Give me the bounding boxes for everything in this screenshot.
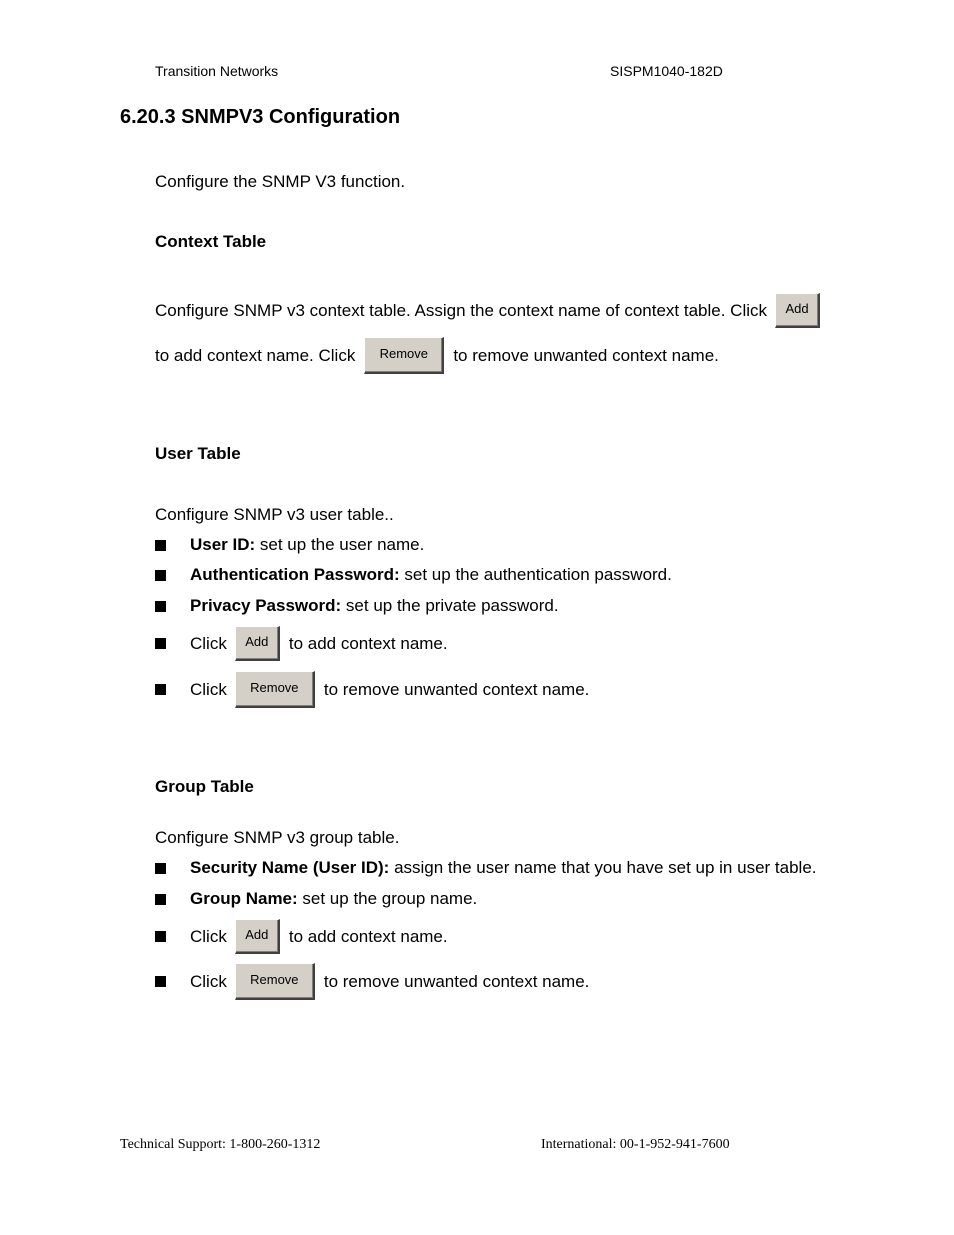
- click-label: Click: [190, 971, 227, 991]
- list-item: [190, 963, 589, 1000]
- group-add-button[interactable]: Add: [235, 919, 280, 954]
- group-table-title: Group Table: [155, 777, 254, 796]
- list-item-term: Group Name:: [190, 889, 298, 908]
- footer-right: International: 00-1-952-941-7600: [541, 1137, 730, 1152]
- list-item-desc: set up the authentication password.: [399, 565, 672, 584]
- bullet-icon: [155, 570, 166, 581]
- list-item-desc: set up the private password.: [341, 596, 559, 615]
- list-item: [190, 919, 448, 954]
- group-add-desc: to add context name.: [288, 926, 448, 946]
- click-label: Click: [190, 679, 227, 699]
- list-item-desc: set up the user name.: [255, 535, 425, 554]
- context-table-title: Context Table: [155, 232, 267, 251]
- footer-left: Technical Support: 1-800-260-1312: [120, 1137, 321, 1152]
- user-add-desc: to add context name.: [288, 633, 448, 653]
- user-remove-button[interactable]: Remove: [235, 671, 315, 708]
- click-label: Click: [190, 633, 227, 653]
- list-item: [190, 565, 672, 585]
- context-table-line-1: [155, 293, 820, 328]
- context-remove-button[interactable]: Remove: [364, 337, 444, 374]
- bullet-icon: [155, 863, 166, 874]
- click-label: Click: [190, 926, 227, 946]
- bullet-icon: [155, 684, 166, 695]
- group-remove-button[interactable]: Remove: [235, 963, 315, 1000]
- list-item: [190, 671, 589, 708]
- user-table-title: User Table: [155, 444, 241, 463]
- group-remove-desc: to remove unwanted context name.: [323, 971, 590, 991]
- context-add-button[interactable]: Add: [775, 293, 820, 328]
- bullet-icon: [155, 894, 166, 905]
- list-item: [190, 858, 817, 878]
- header-right: SISPM1040-182D: [610, 63, 723, 79]
- list-item: [190, 626, 448, 661]
- group-table-intro: Configure SNMP v3 group table.: [155, 828, 400, 847]
- list-item-desc: set up the group name.: [297, 889, 478, 908]
- list-item-term: Security Name (User ID):: [190, 858, 390, 877]
- list-item-term: Authentication Password:: [190, 565, 400, 584]
- header-left: Transition Networks: [155, 63, 279, 79]
- section-title: 6.20.3 SNMPV3 Configuration: [120, 106, 401, 128]
- context-table-line-2: [155, 337, 719, 374]
- list-item-term: Privacy Password:: [190, 596, 342, 615]
- user-add-button[interactable]: Add: [235, 626, 280, 661]
- bullet-icon: [155, 931, 166, 942]
- context-remove-desc: to remove unwanted context name.: [453, 345, 719, 365]
- list-item-desc: assign the user name that you have set up in user table.: [389, 858, 817, 877]
- list-item: [190, 596, 559, 616]
- list-item: [190, 535, 424, 555]
- context-table-desc: Configure SNMP v3 context table. Assign the context name of context table. Click: [155, 300, 768, 320]
- list-item-term: User ID:: [190, 535, 256, 554]
- user-remove-desc: to remove unwanted context name.: [323, 679, 590, 699]
- bullet-icon: [155, 638, 166, 649]
- intro-text: Configure the SNMP V3 function.: [155, 172, 406, 191]
- user-table-intro: Configure SNMP v3 user table..: [155, 505, 394, 524]
- context-add-desc: to add context name. Click: [155, 345, 356, 365]
- bullet-icon: [155, 540, 166, 551]
- list-item: [190, 889, 477, 909]
- bullet-icon: [155, 601, 166, 612]
- bullet-icon: [155, 976, 166, 987]
